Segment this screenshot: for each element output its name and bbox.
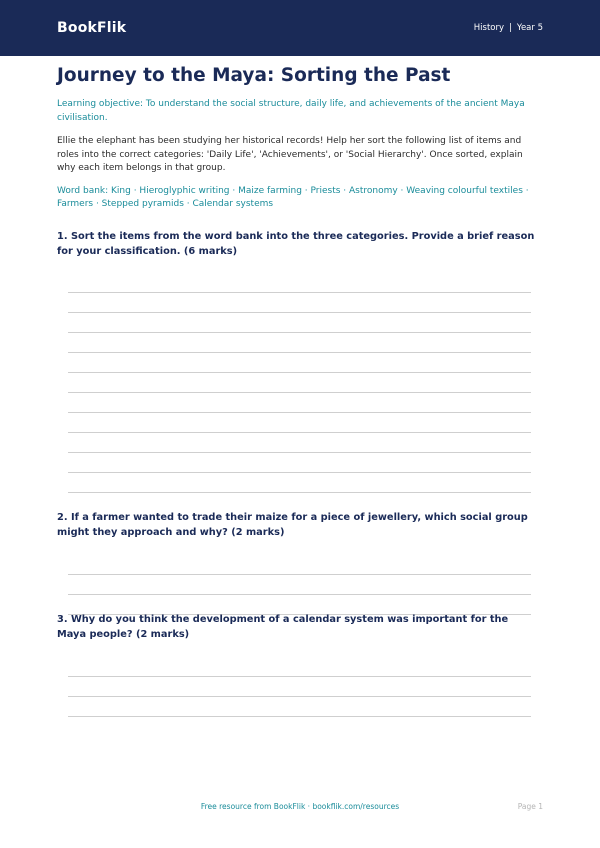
answer-line xyxy=(68,432,531,433)
question-1: 1. Sort the items from the word bank into the three categories. Provide a brief reason for your classification. (6 marks) xyxy=(57,231,535,257)
word-bank: Word bank: King · Hieroglyphic writing · Maize farming · Priests · Astronomy · Weaving colourful textiles · Farmers · Stepped pyramids · Calendar systems xyxy=(57,185,529,209)
year-label: Year 5 xyxy=(516,23,543,33)
answer-line xyxy=(68,594,531,595)
header-meta xyxy=(474,23,543,33)
answer-line xyxy=(68,472,531,473)
answer-line xyxy=(68,292,531,293)
intro-section xyxy=(57,64,537,212)
answer-line xyxy=(68,392,531,393)
intro-text: Ellie the elephant has been studying her historical records! Help her sort the following list of items and roles into the correct categories: 'Daily Life', 'Achievements', or 'Social Hierarchy'. Once sorted, explain why each item belongs in that group. xyxy=(57,136,523,173)
question-2: 2. If a farmer wanted to trade their maize for a piece of jewellery, which social group might they approach and why? (2 marks) xyxy=(57,512,528,538)
learning-objective: Learning objective: To understand the social structure, daily life, and achievements of the ancient Maya civilisation. xyxy=(57,99,525,123)
answer-line xyxy=(68,372,531,373)
answer-line xyxy=(68,492,531,493)
answer-line xyxy=(68,452,531,453)
meta-separator: | xyxy=(509,23,512,33)
answer-line xyxy=(68,696,531,697)
page-number: Page 1 xyxy=(517,802,543,811)
answer-line xyxy=(68,716,531,717)
footer-resource-link[interactable]: Free resource from BookFlik · bookflik.com/resources xyxy=(200,802,400,811)
answer-line xyxy=(68,352,531,353)
subject-label: History xyxy=(473,23,505,33)
answer-line xyxy=(68,574,531,575)
brand-logo[interactable]: BookFlik xyxy=(57,20,127,36)
header-bar xyxy=(0,0,600,56)
question-3: 3. Why do you think the development of a calendar system was important for the Maya people? (2 marks) xyxy=(57,614,509,640)
answer-line xyxy=(68,676,531,677)
answer-line xyxy=(68,412,531,413)
answer-line xyxy=(68,312,531,313)
answer-line xyxy=(68,332,531,333)
page-title: Journey to the Maya: Sorting the Past xyxy=(57,65,451,86)
